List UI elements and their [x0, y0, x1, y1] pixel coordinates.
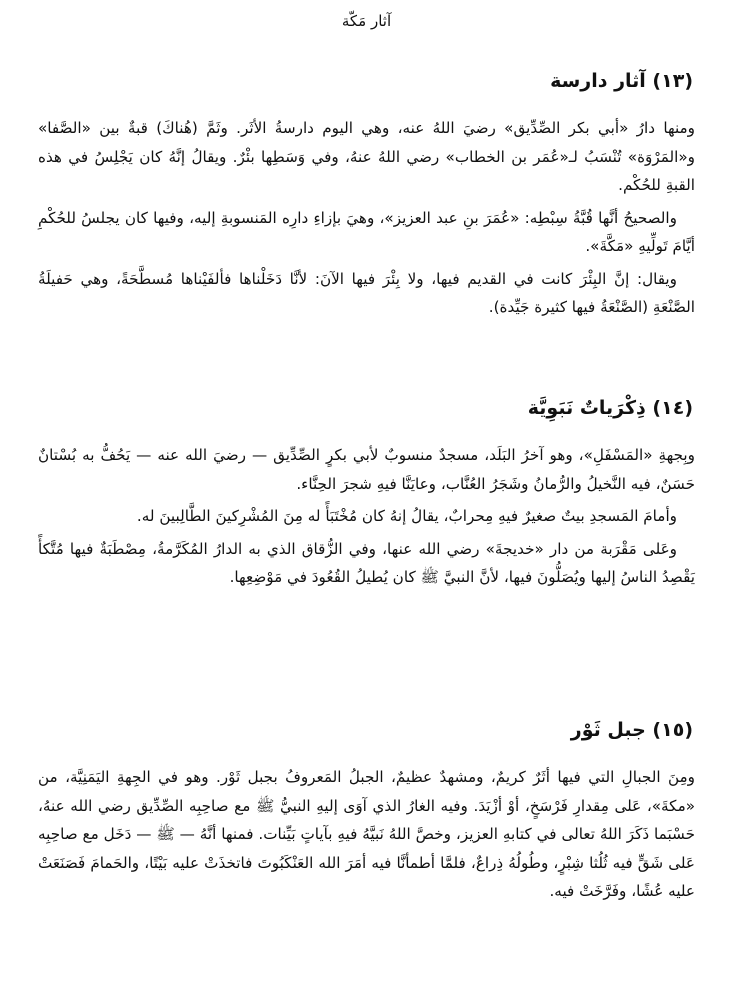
section-13	[38, 66, 695, 322]
section-14	[38, 393, 695, 592]
section-15	[38, 715, 695, 906]
section-title: (١٤) ذِكْرَياتٌ نَبَوِيَّة	[527, 397, 693, 419]
running-head: آثار مَكّة	[341, 12, 392, 30]
section-title: (١٣) آثار دارسة	[550, 70, 693, 92]
paragraph: ومنها دارُ «أبي بكر الصِّدِّيق» رضيَ اللهُ عنه، وهي اليوم دارسةُ الأثَر. وثَمَّ (هُناكَ) قبةٌ بين «الصَّفا» و«المَرْوَة» تُنْسَبُ لـ«عُمَر بن الخطاب» رضي اللهُ عنهُ، وفي وَسَطِها بئْرٌ. ويقالُ إنَّهُ كان يَجْلِسُ في هذه القبةِ للحُكْم.	[38, 119, 695, 194]
paragraph: ويقال: إنَّ البِئْرَ كانت في القديم فيها، ولا بِئْرَ فيها الآنَ: لأنَّا دَخَلْناها فألفَيْناها مُسطَّحَةً، وهي حَفيلَةُ الصَّنْعَةِ (الصَّنْعَةُ فيها كثيرة جَيِّدة).	[38, 269, 695, 316]
paragraph: وعَلى مَقْرَبة من دار «خديجةَ» رضي الله عنها، وفي الزُّقاق الذي به الدارُ المُكَرَّمةُ، مِصْطَبَةٌ فيها مُتَّكأً يَقْصِدُ الناسُ إليها ويُصَلُّونَ فيها، لأنَّ النبيَّ ﷺ كان يُطيلُ القُعُودَ في مَوْضِعِها.	[38, 539, 695, 586]
paragraph: وأمامَ المَسجدِ بيتٌ صغيرٌ فيهِ مِحرابٌ، يقالُ إنهُ كان مُخْتَبَأً له مِنَ المُشْرِكينَ الطَّالِبينَ له.	[136, 507, 677, 525]
paragraph: وبِجهةِ «المَسْفَلِ»، وهو آخرُ البَلَد، مسجدٌ منسوبٌ لأبي بكرٍ الصِّدِّيق — رضيَ الله عنه — يَحُفُّ به بُسْتانٌ حَسَنٌ، فيه النَّخيلُ والرُّمانُ وشَجَرُ العُنَّاب، وعايَنَّا فيهِ شجرَ الحِنَّاء.	[38, 446, 695, 493]
paragraph: ومِنَ الجبالِ التي فيها أثَرٌ كريمٌ، ومشهدٌ عظيمٌ، الجبلُ المَعروفُ بجبل ثَوْر. وهو في الجِهةِ اليَمَنِيَّة، من «مكةَ»، عَلى مِقدارِ فَرْسَخٍ، أوْ أزْيَدَ. وفيه الغارُ الذي آوَى إليهِ النبيُّ ﷺ مع صاحِبِه الصِّدِّيق رضي الله عنهُ، حَسْبَما ذَكَرَ اللهُ تعالى في كتابهِ العزيز، وخصَّ اللهُ نَبيَّهُ فيهِ بآياتٍ بَيِّنات. فمنها أنَّهُ — ﷺ — دَخَل مع صاحِبِه عَلى شَقٍّ فيه ثُلُثا شِبْرٍ، وطُولُهُ ذِراعٌ، فلمَّا أطمأنَّا فيه أمَرَ الله العَنْكَبُوتَ فاتخذَتْ عليه بَيْتًا، والحَمامَ فَصَنَعَتْ عليه عُشًا، وفَرَّخَتْ فيه.	[38, 768, 695, 900]
paragraph: والصحيحُ أنَّها قُبَّةُ سِبْطِه: «عُمَرَ بنِ عبد العزيز»، وهيَ بإزاءِ دارِه المَنسوبةِ إليه، وفيها كان يجلسُ للحُكْمِ أيَّامَ تَولِّيهِ «مَكَّةَ».	[38, 208, 695, 255]
section-title: (١٥) جبل ثَوْر	[570, 719, 693, 741]
